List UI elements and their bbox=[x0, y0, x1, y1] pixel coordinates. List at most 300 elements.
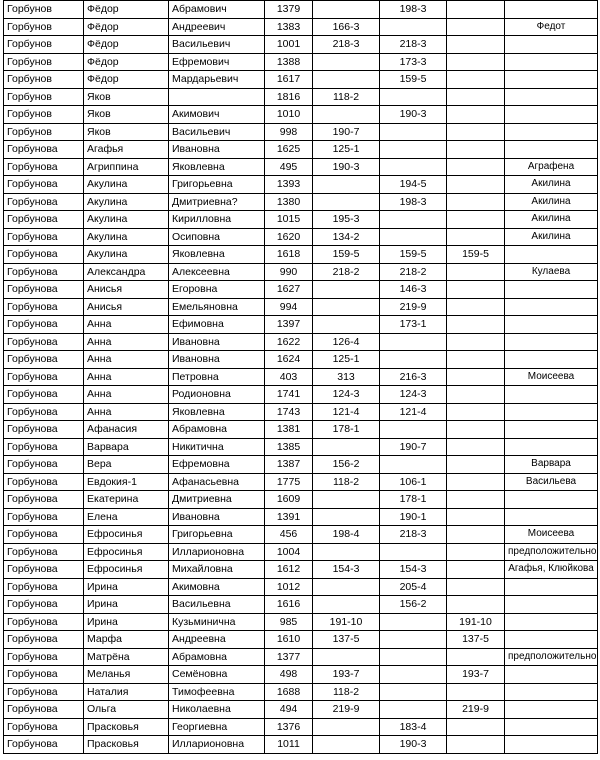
note-cell bbox=[505, 71, 598, 89]
table-row bbox=[4, 386, 598, 404]
surname-cell: Горбунова bbox=[4, 281, 84, 299]
table-row bbox=[4, 53, 598, 71]
ref-c-cell bbox=[447, 106, 505, 124]
ref-c-cell bbox=[447, 648, 505, 666]
ref-c-cell bbox=[447, 176, 505, 194]
first-name-cell: Акулина bbox=[84, 246, 169, 264]
patronymic-cell: Илларионовна bbox=[169, 736, 265, 754]
first-name-cell: Вера bbox=[84, 456, 169, 474]
surname-cell: Горбунова bbox=[4, 578, 84, 596]
table-row bbox=[4, 246, 598, 264]
record-number-cell: 1816 bbox=[265, 88, 313, 106]
note-cell bbox=[505, 141, 598, 159]
patronymic-cell: Емельяновна bbox=[169, 298, 265, 316]
ref-a-cell: 219-9 bbox=[313, 701, 380, 719]
patronymic-cell: Яковлевна bbox=[169, 246, 265, 264]
ref-b-cell bbox=[380, 123, 447, 141]
table-row bbox=[4, 718, 598, 736]
ref-b-cell: 124-3 bbox=[380, 386, 447, 404]
table-row bbox=[4, 421, 598, 439]
ref-c-cell: 193-7 bbox=[447, 666, 505, 684]
ref-a-cell bbox=[313, 491, 380, 509]
first-name-cell: Фёдор bbox=[84, 1, 169, 19]
ref-a-cell bbox=[313, 578, 380, 596]
note-cell bbox=[505, 578, 598, 596]
record-number-cell: 456 bbox=[265, 526, 313, 544]
ref-a-cell bbox=[313, 53, 380, 71]
surname-cell: Горбунова bbox=[4, 648, 84, 666]
ref-c-cell bbox=[447, 36, 505, 54]
record-number-cell: 985 bbox=[265, 613, 313, 631]
ref-b-cell: 121-4 bbox=[380, 403, 447, 421]
surname-cell: Горбунов bbox=[4, 88, 84, 106]
first-name-cell: Варвара bbox=[84, 438, 169, 456]
note-cell: Акилина bbox=[505, 193, 598, 211]
surname-cell: Горбунова bbox=[4, 246, 84, 264]
table-row bbox=[4, 71, 598, 89]
patronymic-cell: Ефимовна bbox=[169, 316, 265, 334]
table-row bbox=[4, 333, 598, 351]
surname-cell: Горбунова bbox=[4, 683, 84, 701]
record-number-cell: 1627 bbox=[265, 281, 313, 299]
note-cell bbox=[505, 333, 598, 351]
patronymic-cell: Никитична bbox=[169, 438, 265, 456]
patronymic-cell: Георгиевна bbox=[169, 718, 265, 736]
note-cell bbox=[505, 666, 598, 684]
ref-b-cell bbox=[380, 228, 447, 246]
patronymic-cell: Григорьевна bbox=[169, 176, 265, 194]
ref-b-cell: 218-3 bbox=[380, 36, 447, 54]
ref-a-cell: 121-4 bbox=[313, 403, 380, 421]
ref-b-cell: 218-2 bbox=[380, 263, 447, 281]
first-name-cell: Ирина bbox=[84, 596, 169, 614]
record-number-cell: 1387 bbox=[265, 456, 313, 474]
ref-c-cell bbox=[447, 456, 505, 474]
surname-cell: Горбунова bbox=[4, 263, 84, 281]
ref-b-cell: 156-2 bbox=[380, 596, 447, 614]
ref-a-cell bbox=[313, 543, 380, 561]
ref-c-cell bbox=[447, 368, 505, 386]
ref-c-cell bbox=[447, 543, 505, 561]
ref-c-cell bbox=[447, 88, 505, 106]
patronymic-cell: Ивановна bbox=[169, 508, 265, 526]
note-cell bbox=[505, 736, 598, 754]
ref-b-cell: 106-1 bbox=[380, 473, 447, 491]
first-name-cell: Анна bbox=[84, 403, 169, 421]
first-name-cell: Анна bbox=[84, 316, 169, 334]
patronymic-cell: Андреевна bbox=[169, 631, 265, 649]
record-number-cell: 1379 bbox=[265, 1, 313, 19]
surname-cell: Горбунова bbox=[4, 158, 84, 176]
ref-b-cell bbox=[380, 613, 447, 631]
record-number-cell: 1743 bbox=[265, 403, 313, 421]
first-name-cell: Ольга bbox=[84, 701, 169, 719]
surname-cell: Горбунова bbox=[4, 473, 84, 491]
surname-cell: Горбунова bbox=[4, 438, 84, 456]
table-row bbox=[4, 263, 598, 281]
record-number-cell: 1609 bbox=[265, 491, 313, 509]
record-number-cell: 1397 bbox=[265, 316, 313, 334]
note-cell bbox=[505, 53, 598, 71]
ref-c-cell bbox=[447, 211, 505, 229]
surname-cell: Горбунова bbox=[4, 666, 84, 684]
ref-b-cell bbox=[380, 666, 447, 684]
table-row bbox=[4, 526, 598, 544]
ref-b-cell: 216-3 bbox=[380, 368, 447, 386]
ref-a-cell bbox=[313, 298, 380, 316]
record-number-cell: 1688 bbox=[265, 683, 313, 701]
record-number-cell: 1004 bbox=[265, 543, 313, 561]
ref-b-cell: 194-5 bbox=[380, 176, 447, 194]
table-row bbox=[4, 158, 598, 176]
note-cell bbox=[505, 106, 598, 124]
record-number-cell: 1380 bbox=[265, 193, 313, 211]
ref-c-cell bbox=[447, 123, 505, 141]
ref-b-cell: 219-9 bbox=[380, 298, 447, 316]
ref-c-cell bbox=[447, 403, 505, 421]
ref-a-cell: 156-2 bbox=[313, 456, 380, 474]
table-row bbox=[4, 473, 598, 491]
ref-a-cell bbox=[313, 106, 380, 124]
patronymic-cell: Григорьевна bbox=[169, 526, 265, 544]
ref-b-cell: 190-3 bbox=[380, 736, 447, 754]
ref-a-cell: 118-2 bbox=[313, 88, 380, 106]
note-cell bbox=[505, 386, 598, 404]
register-table bbox=[3, 0, 598, 754]
table-row bbox=[4, 578, 598, 596]
ref-c-cell bbox=[447, 561, 505, 579]
note-cell: Акилина bbox=[505, 211, 598, 229]
note-cell bbox=[505, 351, 598, 369]
surname-cell: Горбунова bbox=[4, 211, 84, 229]
ref-c-cell bbox=[447, 578, 505, 596]
surname-cell: Горбунова bbox=[4, 561, 84, 579]
ref-b-cell: 159-5 bbox=[380, 71, 447, 89]
table-row bbox=[4, 508, 598, 526]
note-cell: Федот bbox=[505, 18, 598, 36]
surname-cell: Горбунова bbox=[4, 718, 84, 736]
first-name-cell: Акулина bbox=[84, 193, 169, 211]
record-number-cell: 1376 bbox=[265, 718, 313, 736]
patronymic-cell: Ефремович bbox=[169, 53, 265, 71]
note-cell bbox=[505, 491, 598, 509]
ref-b-cell bbox=[380, 88, 447, 106]
record-number-cell: 1625 bbox=[265, 141, 313, 159]
note-cell: Моисеева bbox=[505, 368, 598, 386]
first-name-cell: Ефросинья bbox=[84, 543, 169, 561]
first-name-cell: Ефросинья bbox=[84, 526, 169, 544]
first-name-cell: Яков bbox=[84, 106, 169, 124]
table-row bbox=[4, 316, 598, 334]
ref-a-cell bbox=[313, 596, 380, 614]
ref-a-cell bbox=[313, 508, 380, 526]
ref-b-cell bbox=[380, 351, 447, 369]
first-name-cell: Анна bbox=[84, 351, 169, 369]
table-row bbox=[4, 351, 598, 369]
ref-a-cell: 137-5 bbox=[313, 631, 380, 649]
note-cell bbox=[505, 403, 598, 421]
record-number-cell: 495 bbox=[265, 158, 313, 176]
first-name-cell: Акулина bbox=[84, 176, 169, 194]
ref-c-cell: 137-5 bbox=[447, 631, 505, 649]
ref-c-cell bbox=[447, 718, 505, 736]
table-row bbox=[4, 36, 598, 54]
ref-c-cell bbox=[447, 141, 505, 159]
ref-c-cell bbox=[447, 158, 505, 176]
ref-b-cell bbox=[380, 18, 447, 36]
table-row bbox=[4, 368, 598, 386]
ref-a-cell bbox=[313, 1, 380, 19]
record-number-cell: 1383 bbox=[265, 18, 313, 36]
record-number-cell: 1377 bbox=[265, 648, 313, 666]
table-row bbox=[4, 141, 598, 159]
patronymic-cell: Осиповна bbox=[169, 228, 265, 246]
ref-b-cell: 205-4 bbox=[380, 578, 447, 596]
surname-cell: Горбунова bbox=[4, 421, 84, 439]
ref-c-cell bbox=[447, 736, 505, 754]
patronymic-cell: Абрамович bbox=[169, 1, 265, 19]
patronymic-cell: Ивановна bbox=[169, 333, 265, 351]
ref-c-cell bbox=[447, 473, 505, 491]
note-cell bbox=[505, 36, 598, 54]
patronymic-cell: Акимович bbox=[169, 106, 265, 124]
ref-a-cell: 124-3 bbox=[313, 386, 380, 404]
ref-a-cell: 313 bbox=[313, 368, 380, 386]
ref-c-cell bbox=[447, 386, 505, 404]
ref-b-cell: 190-1 bbox=[380, 508, 447, 526]
ref-c-cell bbox=[447, 333, 505, 351]
record-number-cell: 1015 bbox=[265, 211, 313, 229]
note-cell: Варвара bbox=[505, 456, 598, 474]
surname-cell: Горбунова bbox=[4, 298, 84, 316]
record-number-cell: 1010 bbox=[265, 106, 313, 124]
ref-c-cell: 159-5 bbox=[447, 246, 505, 264]
record-number-cell: 1622 bbox=[265, 333, 313, 351]
ref-a-cell: 190-3 bbox=[313, 158, 380, 176]
first-name-cell: Фёдор bbox=[84, 36, 169, 54]
record-number-cell: 1620 bbox=[265, 228, 313, 246]
note-cell bbox=[505, 701, 598, 719]
table-row bbox=[4, 736, 598, 754]
patronymic-cell: Егоровна bbox=[169, 281, 265, 299]
first-name-cell: Ефросинья bbox=[84, 561, 169, 579]
record-number-cell: 1612 bbox=[265, 561, 313, 579]
ref-b-cell: 218-3 bbox=[380, 526, 447, 544]
ref-c-cell bbox=[447, 298, 505, 316]
first-name-cell: Анна bbox=[84, 333, 169, 351]
table-row bbox=[4, 211, 598, 229]
surname-cell: Горбунова bbox=[4, 141, 84, 159]
register-body bbox=[4, 1, 598, 754]
surname-cell: Горбунова bbox=[4, 526, 84, 544]
record-number-cell: 994 bbox=[265, 298, 313, 316]
ref-a-cell: 125-1 bbox=[313, 141, 380, 159]
table-row bbox=[4, 298, 598, 316]
ref-c-cell bbox=[447, 1, 505, 19]
first-name-cell: Акулина bbox=[84, 211, 169, 229]
ref-a-cell: 190-7 bbox=[313, 123, 380, 141]
first-name-cell: Акулина bbox=[84, 228, 169, 246]
ref-b-cell: 173-1 bbox=[380, 316, 447, 334]
table-row bbox=[4, 648, 598, 666]
first-name-cell: Агриппина bbox=[84, 158, 169, 176]
ref-b-cell bbox=[380, 543, 447, 561]
ref-a-cell bbox=[313, 281, 380, 299]
ref-b-cell: 183-4 bbox=[380, 718, 447, 736]
first-name-cell: Анна bbox=[84, 368, 169, 386]
surname-cell: Горбунов bbox=[4, 106, 84, 124]
ref-a-cell bbox=[313, 71, 380, 89]
ref-a-cell: 159-5 bbox=[313, 246, 380, 264]
first-name-cell: Ирина bbox=[84, 578, 169, 596]
ref-a-cell bbox=[313, 316, 380, 334]
note-cell: Акилина bbox=[505, 228, 598, 246]
ref-b-cell bbox=[380, 211, 447, 229]
record-number-cell: 1617 bbox=[265, 71, 313, 89]
first-name-cell: Агафья bbox=[84, 141, 169, 159]
ref-a-cell: 218-3 bbox=[313, 36, 380, 54]
record-number-cell: 1381 bbox=[265, 421, 313, 439]
ref-b-cell: 198-3 bbox=[380, 1, 447, 19]
surname-cell: Горбунова bbox=[4, 508, 84, 526]
patronymic-cell: Алексеевна bbox=[169, 263, 265, 281]
patronymic-cell: Васильевич bbox=[169, 123, 265, 141]
patronymic-cell: Мардарьевич bbox=[169, 71, 265, 89]
surname-cell: Горбунова bbox=[4, 193, 84, 211]
ref-a-cell: 198-4 bbox=[313, 526, 380, 544]
ref-a-cell: 118-2 bbox=[313, 473, 380, 491]
ref-a-cell: 154-3 bbox=[313, 561, 380, 579]
patronymic-cell bbox=[169, 88, 265, 106]
surname-cell: Горбунова bbox=[4, 543, 84, 561]
ref-b-cell: 173-3 bbox=[380, 53, 447, 71]
ref-b-cell: 190-7 bbox=[380, 438, 447, 456]
table-row bbox=[4, 701, 598, 719]
surname-cell: Горбунов bbox=[4, 123, 84, 141]
first-name-cell: Меланья bbox=[84, 666, 169, 684]
note-cell: Васильева bbox=[505, 473, 598, 491]
note-cell bbox=[505, 1, 598, 19]
ref-a-cell bbox=[313, 176, 380, 194]
table-row bbox=[4, 631, 598, 649]
ref-b-cell bbox=[380, 333, 447, 351]
ref-a-cell bbox=[313, 438, 380, 456]
table-row bbox=[4, 193, 598, 211]
ref-c-cell: 219-9 bbox=[447, 701, 505, 719]
record-number-cell: 1385 bbox=[265, 438, 313, 456]
ref-b-cell: 146-3 bbox=[380, 281, 447, 299]
table-row bbox=[4, 596, 598, 614]
first-name-cell: Екатерина bbox=[84, 491, 169, 509]
patronymic-cell: Ивановна bbox=[169, 141, 265, 159]
note-cell bbox=[505, 596, 598, 614]
surname-cell: Горбунов bbox=[4, 1, 84, 19]
first-name-cell: Ирина bbox=[84, 613, 169, 631]
patronymic-cell: Яковлевна bbox=[169, 158, 265, 176]
patronymic-cell: Ефремовна bbox=[169, 456, 265, 474]
record-number-cell: 1741 bbox=[265, 386, 313, 404]
ref-b-cell bbox=[380, 701, 447, 719]
record-number-cell: 1393 bbox=[265, 176, 313, 194]
ref-c-cell bbox=[447, 491, 505, 509]
ref-c-cell bbox=[447, 683, 505, 701]
first-name-cell: Фёдор bbox=[84, 53, 169, 71]
ref-c-cell bbox=[447, 71, 505, 89]
patronymic-cell: Николаевна bbox=[169, 701, 265, 719]
record-number-cell: 1775 bbox=[265, 473, 313, 491]
first-name-cell: Прасковья bbox=[84, 718, 169, 736]
surname-cell: Горбунова bbox=[4, 456, 84, 474]
table-row bbox=[4, 88, 598, 106]
ref-b-cell: 154-3 bbox=[380, 561, 447, 579]
ref-a-cell: 218-2 bbox=[313, 263, 380, 281]
ref-b-cell bbox=[380, 683, 447, 701]
note-cell: Агафья, Клюйкова bbox=[505, 561, 598, 579]
table-row bbox=[4, 613, 598, 631]
ref-b-cell: 178-1 bbox=[380, 491, 447, 509]
first-name-cell: Прасковья bbox=[84, 736, 169, 754]
ref-b-cell bbox=[380, 456, 447, 474]
ref-c-cell bbox=[447, 281, 505, 299]
surname-cell: Горбунов bbox=[4, 71, 84, 89]
table-row bbox=[4, 491, 598, 509]
ref-b-cell bbox=[380, 141, 447, 159]
ref-a-cell bbox=[313, 736, 380, 754]
first-name-cell: Фёдор bbox=[84, 71, 169, 89]
record-number-cell: 498 bbox=[265, 666, 313, 684]
note-cell: Аграфена bbox=[505, 158, 598, 176]
note-cell bbox=[505, 683, 598, 701]
patronymic-cell: Васильевна bbox=[169, 596, 265, 614]
patronymic-cell: Родионовна bbox=[169, 386, 265, 404]
note-cell: предположительно bbox=[505, 543, 598, 561]
surname-cell: Горбунова bbox=[4, 736, 84, 754]
surname-cell: Горбунова bbox=[4, 228, 84, 246]
surname-cell: Горбунова bbox=[4, 351, 84, 369]
ref-b-cell bbox=[380, 631, 447, 649]
note-cell: Кулаева bbox=[505, 263, 598, 281]
patronymic-cell: Акимовна bbox=[169, 578, 265, 596]
first-name-cell: Матрёна bbox=[84, 648, 169, 666]
patronymic-cell: Ивановна bbox=[169, 351, 265, 369]
patronymic-cell: Михайловна bbox=[169, 561, 265, 579]
record-number-cell: 494 bbox=[265, 701, 313, 719]
ref-a-cell bbox=[313, 648, 380, 666]
patronymic-cell: Афанасьевна bbox=[169, 473, 265, 491]
note-cell bbox=[505, 631, 598, 649]
patronymic-cell: Тимофеевна bbox=[169, 683, 265, 701]
patronymic-cell: Васильевич bbox=[169, 36, 265, 54]
first-name-cell: Афанасия bbox=[84, 421, 169, 439]
record-number-cell: 1616 bbox=[265, 596, 313, 614]
table-row bbox=[4, 1, 598, 19]
ref-c-cell bbox=[447, 438, 505, 456]
table-row bbox=[4, 18, 598, 36]
surname-cell: Горбунова bbox=[4, 316, 84, 334]
table-row bbox=[4, 561, 598, 579]
surname-cell: Горбунова bbox=[4, 403, 84, 421]
table-row bbox=[4, 543, 598, 561]
ref-a-cell: 193-7 bbox=[313, 666, 380, 684]
note-cell bbox=[505, 718, 598, 736]
note-cell bbox=[505, 298, 598, 316]
patronymic-cell: Дмитриевна bbox=[169, 491, 265, 509]
record-number-cell: 1001 bbox=[265, 36, 313, 54]
record-number-cell: 998 bbox=[265, 123, 313, 141]
surname-cell: Горбунова bbox=[4, 368, 84, 386]
ref-c-cell bbox=[447, 53, 505, 71]
table-row bbox=[4, 666, 598, 684]
